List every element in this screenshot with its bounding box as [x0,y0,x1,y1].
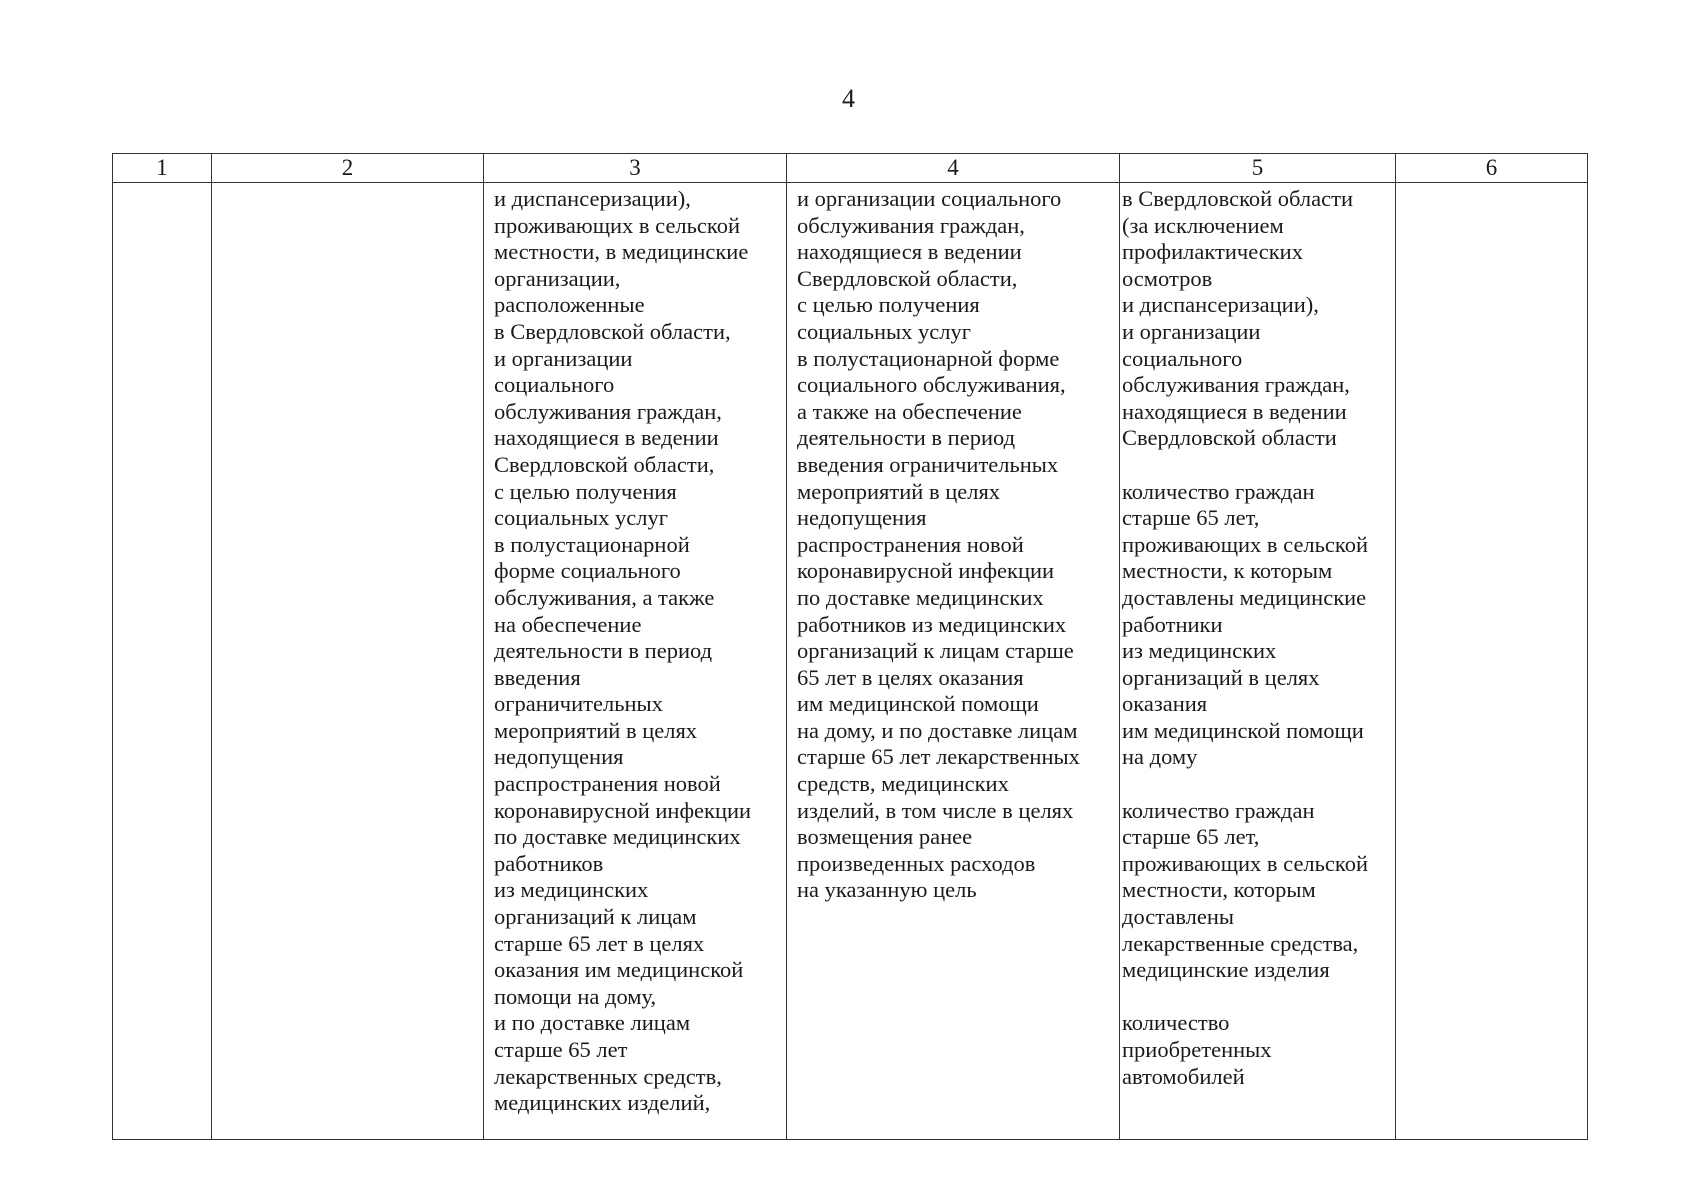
text-line: на указанную цель [797,877,977,903]
text-line: Свердловской области, [797,265,1018,291]
text-line: с целью получения [797,292,980,318]
text-line: недопущения [494,744,624,770]
text-line: старше 65 лет, [1122,505,1260,531]
text-line: распространения новой [797,531,1024,557]
text-line: обслуживания граждан, [797,212,1025,238]
text-line: с целью получения [494,478,677,504]
text-line: доставлены [1122,904,1235,930]
table-row [113,183,1588,1140]
text-line: профилактических [1122,239,1303,265]
column-header-1: 1 [113,154,212,183]
text-line: проживающих в сельской [494,212,740,238]
text-line: и организации социального [797,186,1062,211]
text-line: и диспансеризации), [1122,292,1319,318]
text-line: по доставке медицинских [797,584,1044,610]
text-line: средств, медицинских [797,771,1009,797]
page-number: 4 [842,84,855,113]
text-line: а также на обеспечение [797,398,1022,424]
text-line: лекарственных средств, [494,1063,722,1089]
blank-line [1122,452,1391,479]
text-line: находящиеся в ведении [1122,398,1347,424]
text-line: количество [1122,1010,1230,1036]
cell-col-3 [484,183,787,1140]
text-line: на обеспечение [494,611,642,637]
column-header-4: 4 [787,154,1120,183]
text-line: старше 65 лет в целях [494,930,705,956]
text-line: в полустационарной [494,531,690,557]
text-line: местности, которым [1122,877,1316,903]
text-line: проживающих в сельской [1122,531,1368,557]
text-line: социальных услуг [494,505,668,531]
text-line: на дому, и по доставке лицам [797,717,1078,743]
text-line: деятельности в период [797,425,1016,451]
text-line: автомобилей [1122,1063,1245,1089]
text-line: и организации [494,345,633,371]
text-line: изделий, в том числе в целях [797,797,1074,823]
blank-line [1122,771,1391,798]
text-line: лекарственные средства, [1122,930,1359,956]
text-line: находящиеся в ведении [797,239,1022,265]
blank-line [1122,984,1391,1011]
text-line: им медицинской помощи [1122,717,1364,743]
column-header-5: 5 [1120,154,1396,183]
text-line: деятельности в период [494,638,713,664]
text-line: организаций в целях [1122,664,1320,690]
text-line: медицинских изделий, [494,1090,711,1116]
text-line: оказания им медицинской [494,957,744,983]
column-header-6: 6 [1396,154,1588,183]
text-line: недопущения [797,505,927,531]
text-line: социальных услуг [797,318,971,344]
text-line: в Свердловской области [1122,186,1354,211]
text-line: форме социального [494,558,681,584]
text-line: социального [494,372,615,398]
text-line: в полустационарной форме [797,345,1060,371]
text-line: введения [494,664,581,690]
text-line: мероприятий в целях [797,478,1001,504]
header-row [113,154,1588,183]
text-line: приобретенных [1122,1037,1272,1062]
text-line: из медицинских [1122,638,1277,664]
text-line: Свердловской области, [494,451,715,477]
text-line: социального обслуживания, [797,372,1066,398]
text-line: работников из медицинских [797,611,1067,637]
text-line: возмещения ранее [797,824,973,850]
text-line: в Свердловской области, [494,318,731,344]
text-line: обслуживания, а также [494,584,715,610]
text-line: находящиеся в ведении [494,425,719,451]
text-line: осмотров [1122,265,1213,291]
text-line: и по доставке лицам [494,1010,691,1036]
cell-col-4 [787,183,1120,1140]
text-line: обслуживания граждан, [1122,372,1350,398]
text-line: произведенных расходов [797,850,1036,876]
text-line: ограничительных [494,691,663,717]
text-line: на дому [1122,744,1198,770]
text-line: работники [1122,611,1223,637]
text-line: старше 65 лет [494,1037,628,1062]
text-line: и организации [1122,318,1261,344]
text-line: 65 лет в целях оказания [797,664,1024,690]
text-line: количество граждан [1122,478,1315,504]
column-header-2: 2 [212,154,484,183]
text-line: социального [1122,345,1243,371]
text-line: обслуживания граждан, [494,398,722,424]
text-line: местности, в медицинские [494,239,749,265]
text-line: работников [494,850,604,876]
text-line: местности, к которым [1122,558,1333,584]
text-line: организаций к лицам старше [797,638,1074,664]
text-line: распространения новой [494,771,721,797]
text-line: мероприятий в целях [494,717,698,743]
text-line: коронавирусной инфекции [494,797,752,823]
text-line: из медицинских [494,877,649,903]
text-line: старше 65 лет лекарственных [797,744,1080,770]
text-line: Свердловской области [1122,425,1337,451]
text-line: помощи на дому, [494,983,657,1009]
text-line: организации, [494,265,621,291]
text-line: им медицинской помощи [797,691,1039,717]
text-line: количество граждан [1122,797,1315,823]
text-line: (за исключением [1122,212,1284,238]
text-line: медицинские изделия [1122,957,1330,983]
data-table [112,153,1588,1140]
text-line: организаций к лицам [494,904,697,930]
text-line: по доставке медицинских [494,824,741,850]
text-line: оказания [1122,691,1208,717]
text-line: проживающих в сельской [1122,850,1368,876]
text-line: введения ограничительных [797,451,1059,477]
text-line: старше 65 лет, [1122,824,1260,850]
cell-col-5 [1120,183,1396,1140]
text-line: доставлены медицинские [1122,584,1367,610]
text-line: коронавирусной инфекции [797,558,1055,584]
column-header-3: 3 [484,154,787,183]
text-line: и диспансеризации), [494,186,691,211]
cell-col-2 [212,183,484,1140]
cell-col-1 [113,183,212,1140]
text-line: расположенные [494,292,645,318]
cell-col-6 [1396,183,1588,1140]
